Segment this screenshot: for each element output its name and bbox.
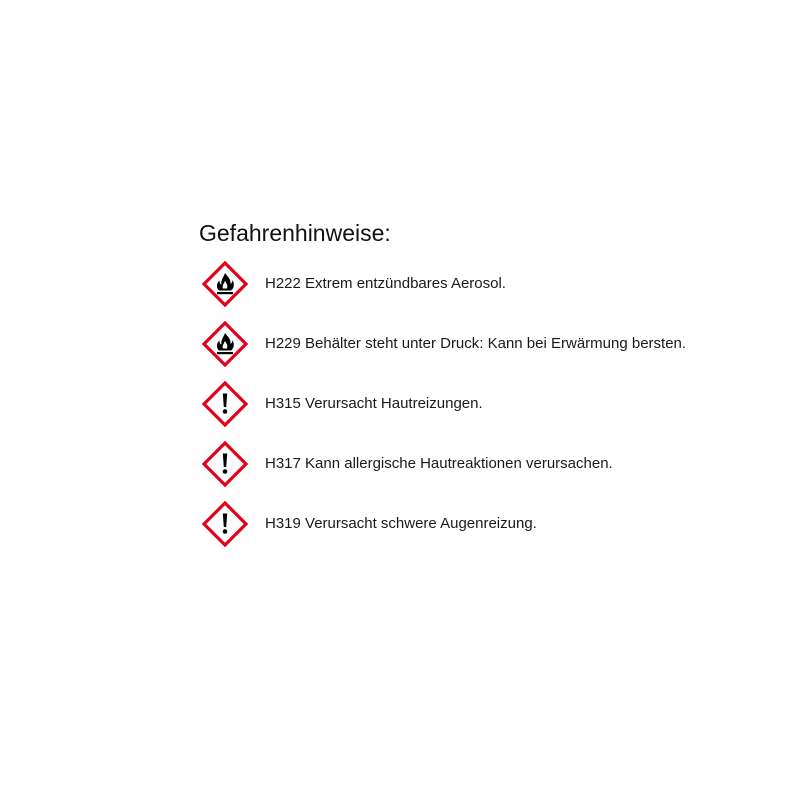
flame-icon [202, 321, 248, 367]
exclamation-mark-icon [202, 501, 248, 547]
hazard-item-h315 [199, 382, 789, 426]
hazard-statements-section [199, 218, 789, 562]
flame-icon [202, 261, 248, 307]
hazard-text: H229 Behälter steht unter Druck: Kann bei Erwärmung bersten. [265, 335, 687, 352]
hazard-item-h222 [199, 262, 789, 306]
exclamation-mark-icon [202, 441, 248, 487]
hazard-text: H222 Extrem entzündbares Aerosol. [265, 275, 506, 292]
exclamation-mark-icon [202, 381, 248, 427]
hazard-text: H317 Kann allergische Hautreaktionen verursachen. [265, 455, 613, 472]
hazard-item-h317 [199, 442, 789, 486]
section-title: Gefahrenhinweise: [199, 220, 391, 246]
hazard-item-h319 [199, 502, 789, 546]
hazard-text: H319 Verursacht schwere Augenreizung. [265, 515, 537, 532]
hazard-item-h229 [199, 322, 789, 366]
hazard-list [199, 262, 789, 546]
hazard-text: H315 Verursacht Hautreizungen. [265, 395, 483, 412]
